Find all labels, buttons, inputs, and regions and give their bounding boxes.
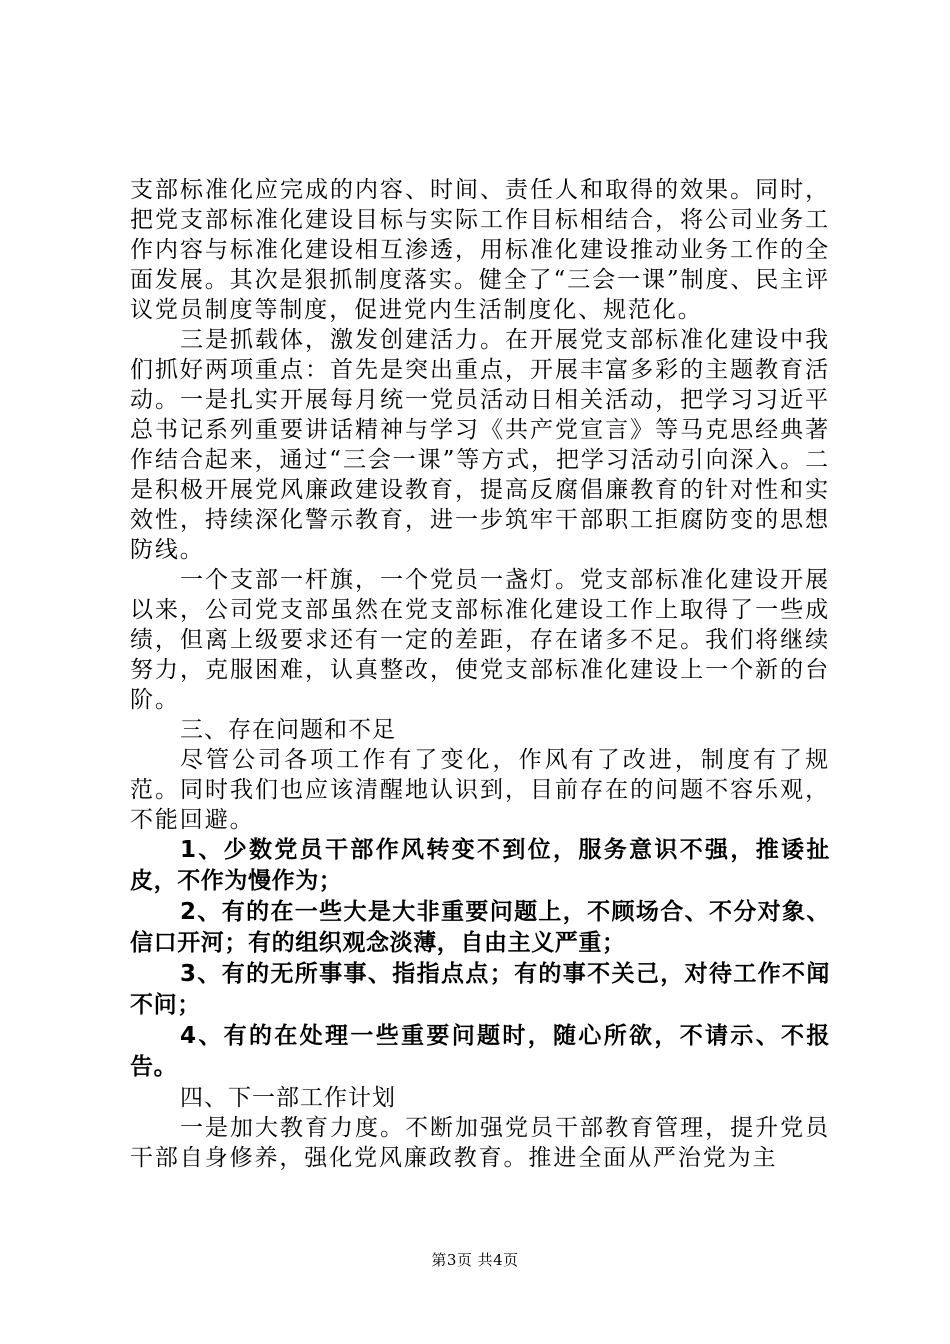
list-item-problem-4: 4、有的在处理一些重要问题时，随心所欲，不请示、不报告。 — [130, 1023, 830, 1080]
paragraph-standardization-content: 支部标准化应完成的内容、时间、责任人和取得的效果。同时，把党支部标准化建设目标与实际工作目标相结合，将公司业务工作内容与标准化建设相互渗透，用标准化建设推动业务工作的全面发展。其次是狠抓制度落实。健全了“三会一课”制度、民主评议党员制度等制度，促进党内生活制度化、规范化。 — [130, 177, 830, 323]
document-body — [130, 175, 830, 1173]
section-heading-next-plan: 四、下一部工作计划 — [180, 1085, 396, 1111]
list-item-problem-3: 3、有的无所事事、指指点点；有的事不关己，对待工作不闻不问； — [130, 961, 830, 1018]
list-item-problem-1: 1、少数党员干部作风转变不到位，服务意识不强，推诿扯皮，不作为慢作为； — [130, 837, 830, 894]
paragraph-education-plan: 一是加大教育力度。不断加强党员干部教育管理，提升党员干部自身修养，强化党风廉政教育。推进全面从严治党为主 — [130, 1115, 830, 1171]
paragraph-one-branch-one-flag: 一个支部一杆旗，一个党员一盏灯。党支部标准化建设开展以来，公司党支部虽然在党支部标准化建设工作上取得了一些成绩，但离上级要求还有一定的差距，存在诸多不足。我们将继续努力，克服困难，认真整改，使党支部标准化建设上一个新的台阶。 — [130, 567, 830, 713]
paragraph-problems-intro: 尽管公司各项工作有了变化，作风有了改进，制度有了规范。同时我们也应该清醒地认识到，目前存在的问题不容乐观，不能回避。 — [130, 747, 830, 833]
section-heading-problems: 三、存在问题和不足 — [180, 717, 396, 743]
paragraph-carrier-activities: 三是抓载体，激发创建活力。在开展党支部标准化建设中我们抓好两项重点：首先是突出重点，开展丰富多彩的主题教育活动。一是扎实开展每月统一党员活动日相关活动，把学习习近平总书记系列重要讲话精神与学习《共产党宣言》等马克思经典著作结合起来，通过“三会一课”等方式，把学习活动引向深入。二是积极开展党风廉政建设教育，提高反腐倡廉教育的针对性和实效性，持续深化警示教育，进一步筑牢干部职工拒腐防变的思想防线。 — [130, 327, 830, 563]
list-item-problem-2: 2、有的在一些大是大非重要问题上，不顾场合、不分对象、信口开河；有的组织观念淡薄，自由主义严重； — [130, 899, 830, 956]
page-footer: 第3页 共4页 — [431, 1251, 519, 1269]
